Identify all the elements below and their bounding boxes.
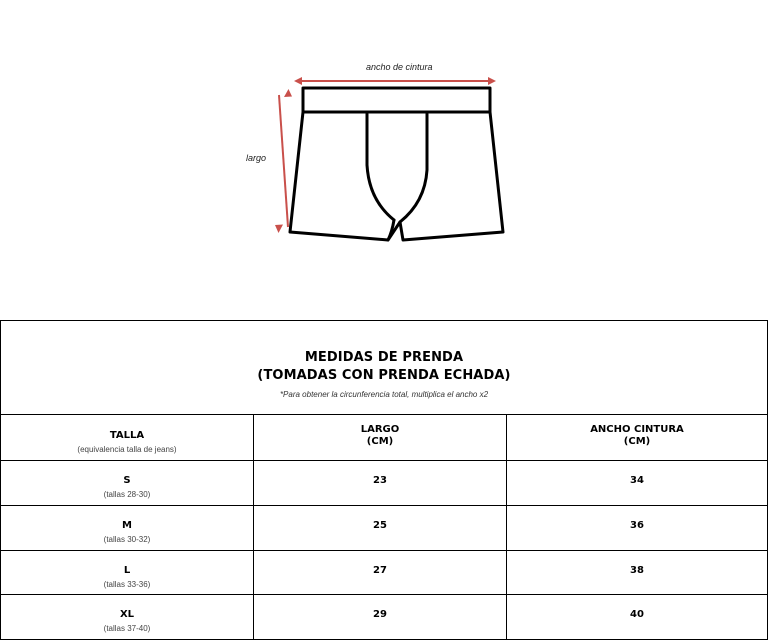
waist-width-arrow (294, 77, 496, 85)
column-header-row (1, 415, 767, 461)
length-label: largo (246, 153, 267, 163)
column-header-size-label: TALLA (109, 430, 145, 441)
waist-value: 34 (630, 475, 644, 486)
waist-value: 38 (630, 565, 644, 576)
garment-outline (290, 88, 503, 240)
length-value: 23 (373, 475, 387, 486)
size-cell (1, 506, 254, 550)
length-value: 27 (373, 565, 387, 576)
size-cell (1, 595, 254, 639)
length-cell (254, 506, 507, 550)
waist-cell (507, 461, 767, 505)
waist-cell (507, 595, 767, 639)
jeans-size-range: (tallas 37-40) (103, 624, 151, 633)
table-row (1, 551, 767, 595)
size-cell (1, 461, 254, 505)
column-header-length-label: LARGO (360, 424, 400, 435)
size-chart-table (0, 320, 768, 640)
jeans-size-range: (tallas 30-32) (103, 535, 151, 544)
column-header-waist (507, 415, 767, 460)
length-value: 29 (373, 609, 387, 620)
size-value: XL (119, 609, 135, 620)
table-header (1, 321, 767, 415)
table-row (1, 506, 767, 551)
column-header-waist-label: ANCHO CINTURA (590, 424, 684, 435)
length-cell (254, 551, 507, 594)
table-title-line-2: (TOMADAS CON PRENDA ECHADA) (257, 368, 511, 383)
table-row (1, 595, 767, 639)
length-value: 25 (373, 520, 387, 531)
length-cell (254, 461, 507, 505)
table-title-line-1: MEDIDAS DE PRENDA (304, 350, 464, 365)
waist-width-label: ancho de cintura (366, 62, 433, 72)
waist-value: 36 (630, 520, 644, 531)
table-row (1, 461, 767, 506)
length-cell (254, 595, 507, 639)
length-arrow (275, 89, 292, 233)
column-header-waist-unit: (CM) (623, 436, 651, 447)
size-value: L (123, 565, 131, 576)
size-cell (1, 551, 254, 594)
size-value: M (122, 520, 132, 531)
waist-value: 40 (630, 609, 644, 620)
column-header-size-sub: (equivalencia talla de jeans) (77, 445, 177, 454)
column-header-length-unit: (CM) (366, 436, 394, 447)
table-title (1, 349, 767, 385)
jeans-size-range: (tallas 33-36) (103, 580, 151, 589)
column-header-size (1, 415, 254, 460)
size-value: S (123, 475, 131, 486)
waist-cell (507, 551, 767, 594)
table-note: *Para obtener la circunferencia total, multiplica el ancho x2 (279, 390, 489, 399)
column-header-length (254, 415, 507, 460)
jeans-size-range: (tallas 28-30) (103, 490, 151, 499)
waist-cell (507, 506, 767, 550)
